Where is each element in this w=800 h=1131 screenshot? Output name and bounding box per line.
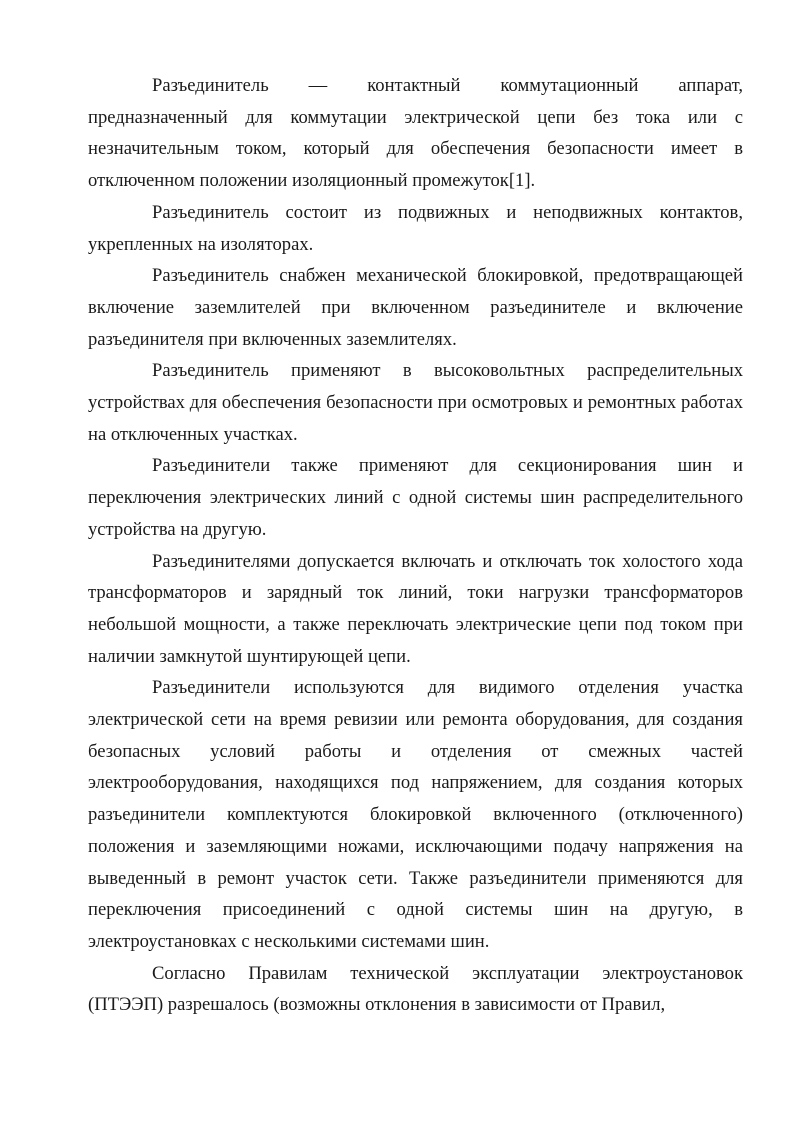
paragraph-composition: Разъединитель состоит из подвижных и неподвижных контактов, укрепленных на изоляторах.: [88, 201, 743, 255]
paragraph-sectioning: Разъединители также применяют для секционирования шин и переключения электрических линий с одной системы шин распределительного устройства на другую.: [88, 455, 743, 540]
paragraph-allowed-switching: Разъединителями допускается включать и отключать ток холостого хода трансформаторов и зарядный ток линий, токи нагрузки трансформаторов небольшой мощности, а также переключать электрические цепи под током при наличии замкнутой шунтирующей цепи.: [88, 550, 743, 667]
paragraph-definition: Разъединитель — контактный коммутационный аппарат, предназначенный для коммутации электрической цепи без тока или с незначительным током, который для обеспечения безопасности имеет в отключенном положении изоляционный промежуток[1].: [88, 75, 743, 192]
paragraph-visible-isolation: Разъединители используются для видимого отделения участка электрической сети на время ревизии или ремонта оборудования, для создания безопасных условий работы и отделения от смежных частей электрооборудования, находящихся под напряжением, для создания которых разъединители комплектуются блокировкой включенного (отключенного) положения и заземляющими ножами, исключающими подачу напряжения на выведенный в ремонт участок сети. Также разъединители применяются для переключения присоединений с одной системы шин на другую, в электроустановках с несколькими системами шин.: [88, 677, 743, 952]
paragraph-interlock: Разъединитель снабжен механической блокировкой, предотвращающей включение заземлителей при включенном разъединителе и включение разъединителя при включенных заземлителях.: [88, 265, 743, 350]
paragraph-regulations: Согласно Правилам технической эксплуатации электроустановок (ПТЭЭП) разрешалось (возможны отклонения в зависимости от Правил,: [88, 962, 743, 1016]
paragraph-application: Разъединитель применяют в высоковольтных распределительных устройствах для обеспечения безопасности при осмотровых и ремонтных работах на отключенных участках.: [88, 360, 743, 445]
